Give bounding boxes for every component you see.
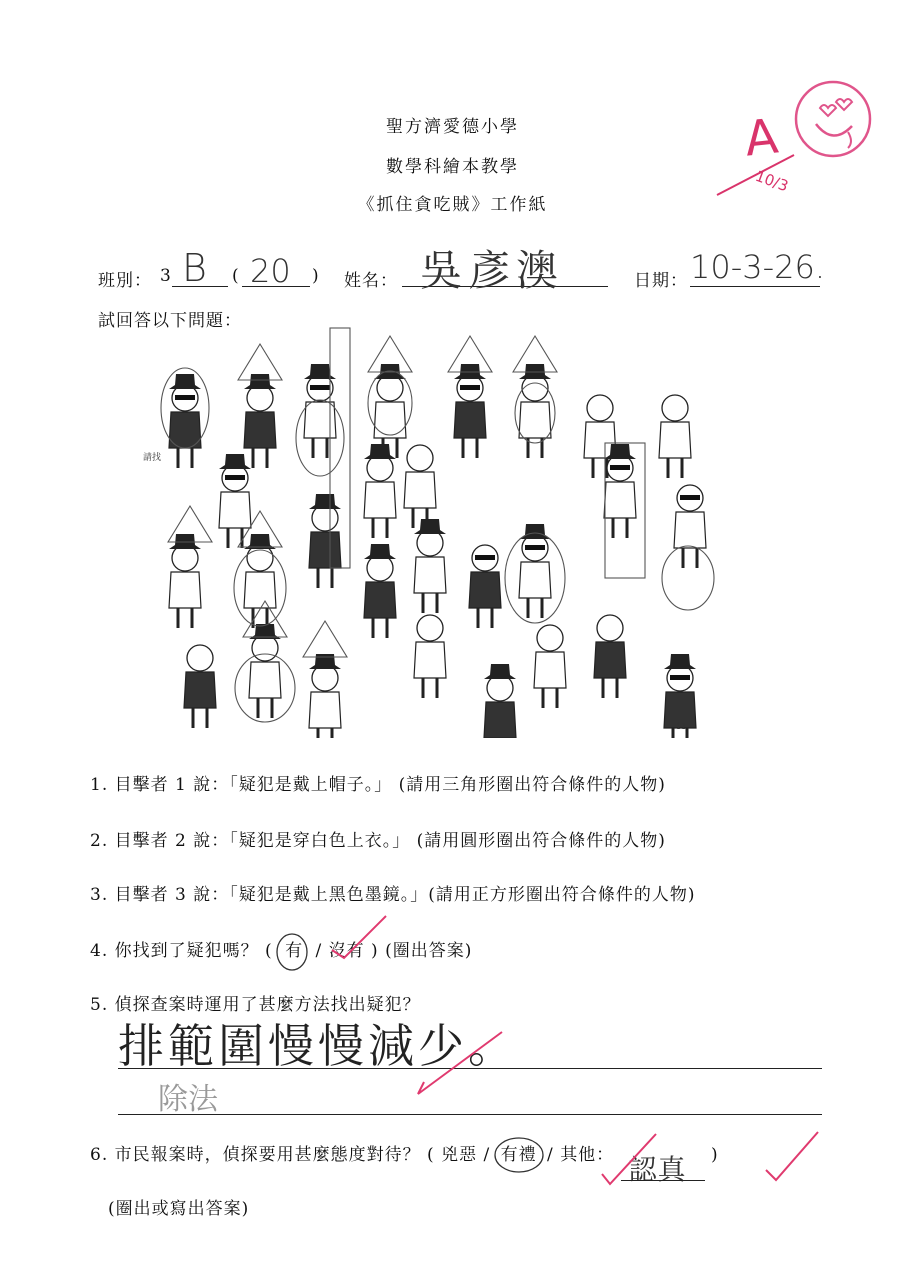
suspect-figure [534, 625, 566, 708]
suspect-figure [414, 519, 446, 613]
suspect-figure [364, 544, 396, 638]
illustration-side-note: 請找 [143, 453, 162, 463]
question-4-text: 你找到了疑犯嗎？ ( [114, 941, 273, 961]
name-label: 姓名： [344, 271, 398, 291]
suspect-figure [414, 615, 446, 698]
subject-title: 數學科繪本教學 [386, 157, 519, 177]
question-5-answer-line-2: 除法 [158, 1082, 218, 1117]
class-value: B [182, 246, 207, 290]
suspect-figure [304, 364, 336, 458]
suspect-figure [469, 545, 501, 628]
suspect-figure [364, 444, 396, 538]
question-4-number: 4. [90, 941, 109, 961]
suspect-figure [454, 364, 486, 458]
question-6-text-after: ) [711, 1145, 719, 1165]
date-label: 日期： [634, 271, 688, 291]
suspect-figure [244, 374, 276, 468]
suspect-figure [169, 374, 201, 468]
question-4-option-yes[interactable]: 有 [279, 941, 315, 961]
class-label: 班別： [98, 271, 152, 291]
suspect-figure [374, 364, 406, 458]
suspect-figure [309, 654, 341, 738]
number-open: ( [232, 266, 240, 286]
worksheet-title: 《抓住貪吃賊》工作紙 [357, 195, 548, 215]
question-6-separator-1: / [483, 1145, 491, 1165]
pencil-circle-mark [662, 546, 714, 610]
date-value: 10-3-26. [690, 248, 826, 286]
answer-circle-icon [493, 1135, 545, 1175]
question-1 [90, 770, 666, 795]
question-4 [90, 936, 472, 961]
question-6-note: (圈出或寫出答案) [108, 1199, 250, 1219]
question-2-number: 2. [90, 831, 109, 851]
question-6-number: 6. [90, 1145, 109, 1165]
suspect-figure [244, 534, 276, 628]
question-5-number: 5. [90, 995, 109, 1015]
suspect-figure [404, 445, 436, 528]
question-4-option-no[interactable]: 沒有 [328, 941, 365, 961]
answer-circle-icon [273, 931, 311, 973]
pencil-triangle-mark [303, 621, 347, 657]
question-2 [90, 826, 666, 851]
question-6-text: 市民報案時，偵探要用甚麼態度對待？ ( [114, 1145, 435, 1165]
question-1-number: 1. [90, 775, 109, 795]
question-6-option-fierce[interactable]: 兇惡 [441, 1145, 478, 1165]
class-prefix: 3 [160, 266, 172, 286]
tick-marks-icon [596, 1120, 826, 1190]
question-6-separator-2: / [547, 1145, 554, 1165]
question-3-text: 目擊者 3 說：「疑犯是戴上黑色墨鏡。」(請用正方形圈出符合條件的人物) [114, 885, 696, 905]
illustration-page-number: 11 [676, 722, 687, 731]
crowd-drawing [140, 318, 740, 738]
suspect-figure [484, 664, 516, 738]
question-4-separator: / [315, 941, 323, 961]
question-5-text: 偵探查案時運用了甚麼方法找出疑犯？ [114, 995, 421, 1015]
suspect-figure [604, 444, 636, 538]
suspect-figure [519, 524, 551, 618]
school-name: 聖方濟愛德小學 [386, 117, 519, 137]
question-1-text: 目擊者 1 說：「疑犯是戴上帽子。」 (請用三角形圈出符合條件的人物) [114, 775, 666, 795]
suspect-illustration [140, 318, 740, 738]
suspect-figure [249, 624, 281, 718]
number-close: ) [312, 266, 320, 286]
suspect-figure [309, 494, 341, 588]
question-4-text-after: ) (圈出答案) [371, 941, 473, 961]
grade-letter: A [742, 108, 781, 168]
name-value: 吳彥澳 [420, 246, 565, 295]
question-3 [90, 880, 696, 905]
question-2-text: 目擊者 2 說：「疑犯是穿白色上衣。」 (請用圓形圈出符合條件的人物) [114, 831, 666, 851]
tick-mark-icon [410, 1024, 510, 1104]
question-5-answer-line-1: 排範圍慢慢減少。 [118, 1019, 518, 1073]
question-6-other-label: 其他： [560, 1145, 615, 1165]
suspect-figure [659, 395, 691, 478]
suspect-figure [519, 364, 551, 458]
smiley-stamp-icon [792, 78, 874, 160]
suspect-figure [674, 485, 706, 568]
question-6-other-value: 認真 [628, 1153, 687, 1186]
number-value: 20 [250, 252, 291, 290]
question-6-option-polite[interactable]: 有禮 [497, 1145, 547, 1165]
grade-date: 10/3 [752, 166, 791, 196]
tick-mark-icon [330, 912, 390, 962]
question-3-number: 3. [90, 885, 109, 905]
suspect-figure [184, 645, 216, 728]
suspect-figure [169, 534, 201, 628]
suspect-figure [594, 615, 626, 698]
instruction: 試回答以下問題： [98, 311, 242, 331]
